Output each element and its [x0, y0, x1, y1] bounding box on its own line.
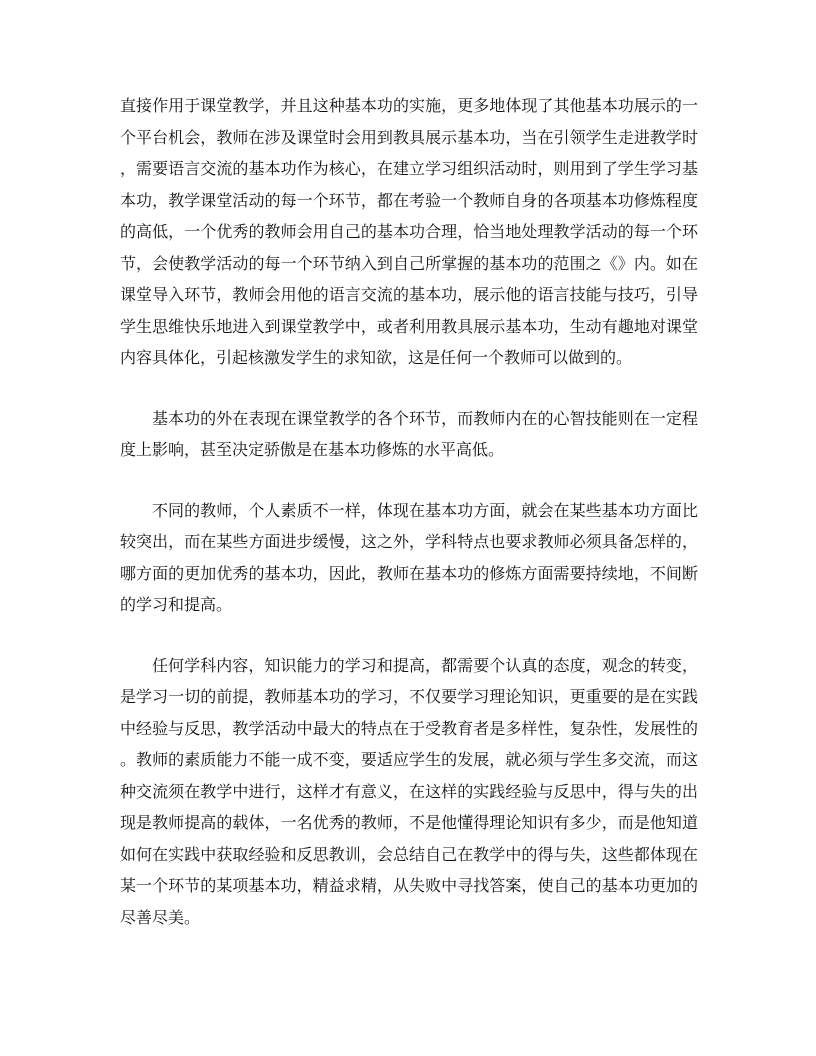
paragraph-2: 基本功的外在表现在课堂教学的各个环节，而教师内在的心智技能则在一定程度上影响，甚至决定骄傲是在基本功修炼的水平高低。 [120, 408, 698, 459]
paragraph-4: 任何学科内容，知识能力的学习和提高，都需要个认真的态度，观念的转变，是学习一切的前提，教师基本功的学习，不仅要学习理论知识，更重要的是在实践中经验与反思，教学活动中最大的特点在于受教育者是多样性，复杂性，发展性的。教师的素质能力不能一成不变，要适应学生的发展，就必须与学生多交流，而这种交流须在教学中进行，这样才有意义，在这样的实践经验与反思中，得与失的出现是教师提高的载体，一名优秀的教师，不是他懂得理论知识有多少，而是他知道如何在实践中获取经验和反思教训，会总结自己在教学中的得与失，这些都体现在某一个环节的某项基本功，精益求精，从失败中寻找答案，使自己的基本功更加的尽善尽美。 [120, 655, 698, 927]
paragraph-1: 直接作用于课堂教学，并且这种基本功的实施，更多地体现了其他基本功展示的一个平台机会，教师在涉及课堂时会用到教具展示基本功，当在引领学生走进教学时，需要语言交流的基本功作为核心，在建立学习组织活动时，则用到了学生学习基本功，教学课堂活动的每一个环节，都在考验一个教师自身的各项基本功修炼程度的高低，一个优秀的教师会用自己的基本功合理，恰当地处理教学活动的每一个环节，会使教学活动的每一个环节纳入到自己所掌握的基本功的范围之《》内。如在课堂导入环节，教师会用他的语言交流的基本功，展示他的语言技能与技巧，引导学生思维快乐地进入到课堂教学中，或者利用教具展示基本功，生动有趣地对课堂内容具体化，引起核激发学生的求知欲，这是任何一个教师可以做到的。 [120, 96, 698, 367]
document-body [120, 90, 698, 933]
paragraph-3: 不同的教师，个人素质不一样，体现在基本功方面，就会在某些基本功方面比较突出，而在某些方面进步缓慢，这之外，学科特点也要求教师必须具备怎样的，哪方面的更加优秀的基本功，因此，教师在基本功的修炼方面需要持续地，不间断的学习和提高。 [120, 500, 698, 614]
